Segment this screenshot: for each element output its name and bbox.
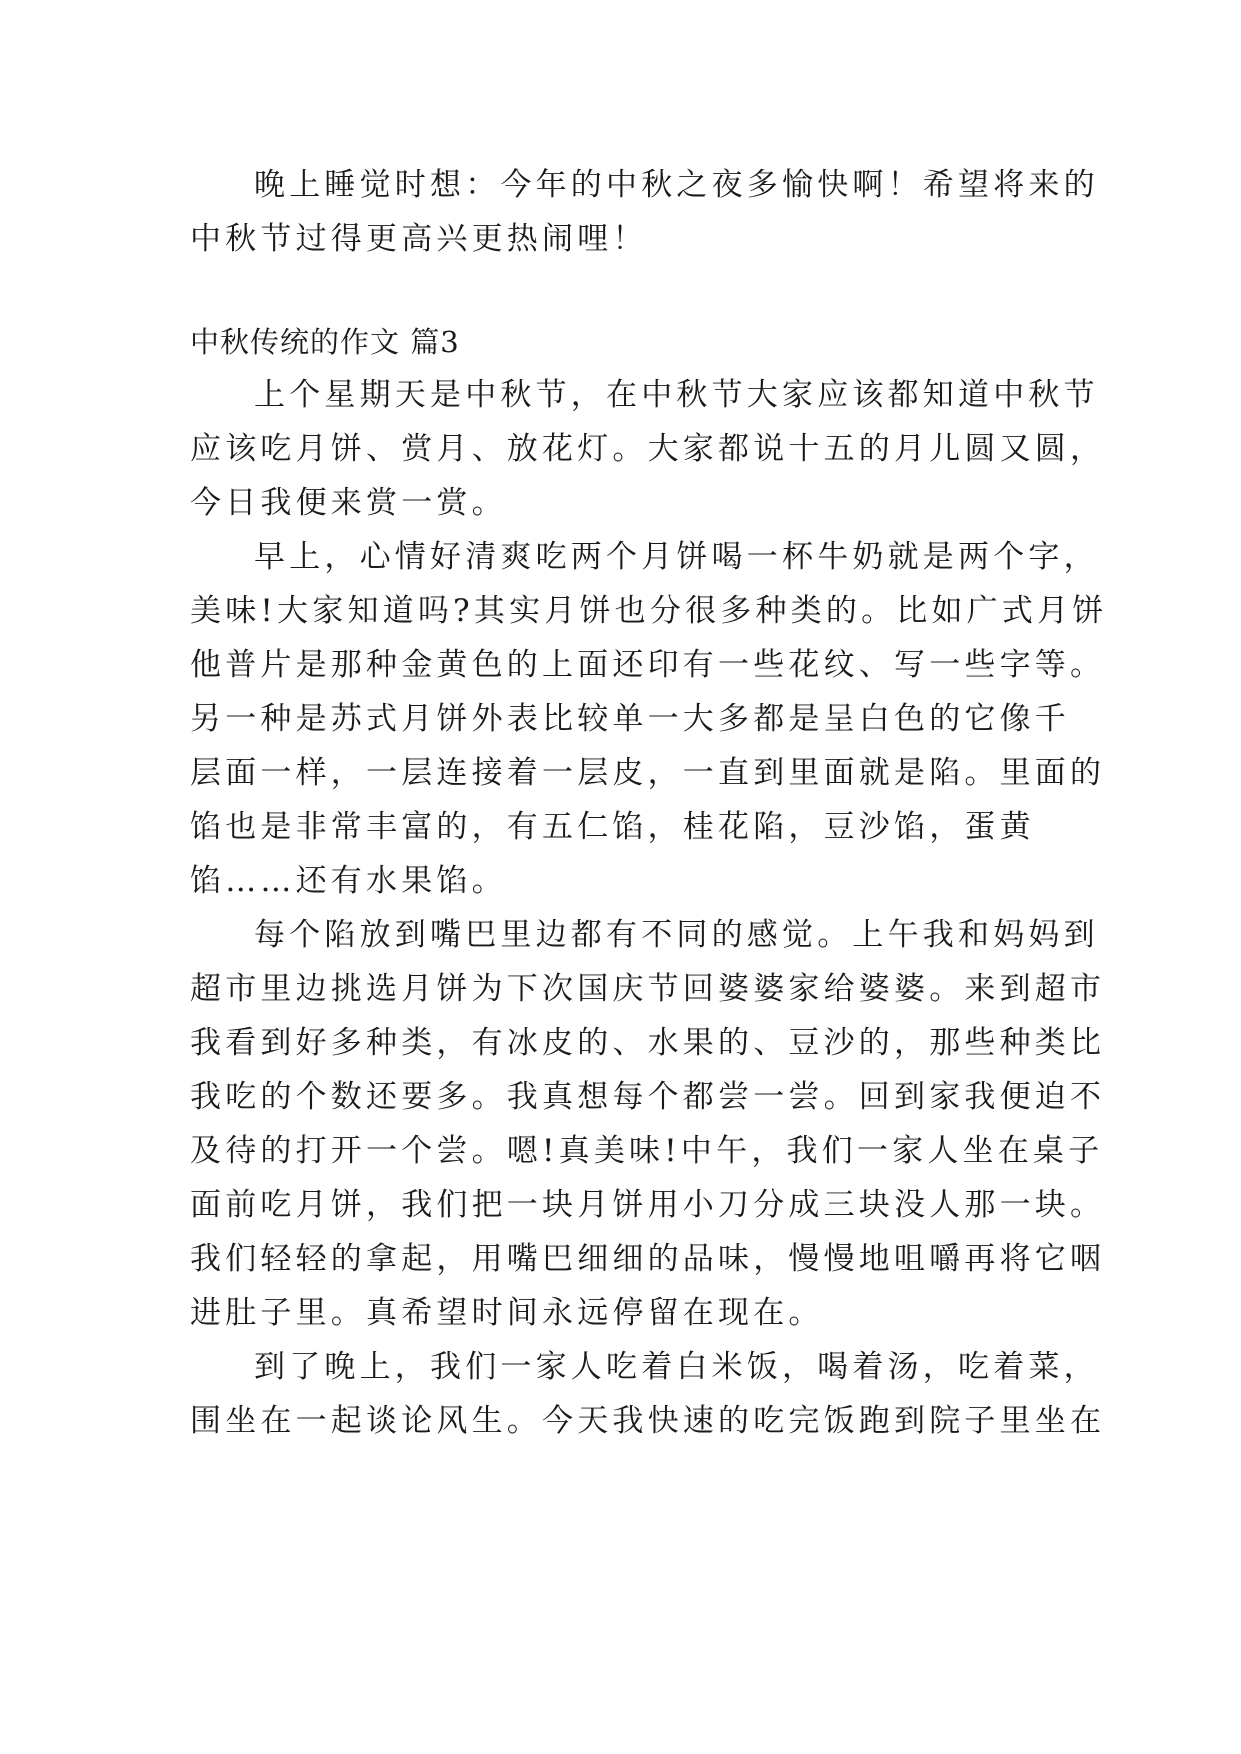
text-line: 晚上睡觉时想：今年的中秋之夜多愉快啊！希望将来的 [254, 167, 1099, 203]
text-line: 超市里边挑选月饼为下次国庆节回婆婆家给婆婆。来到超市 [190, 971, 1106, 1007]
section-title: 中秋传统的作文 篇3 [190, 325, 460, 359]
text-line: 另一种是苏式月饼外表比较单一大多都是呈白色的它像千 [190, 701, 1070, 737]
text-line: 应该吃月饼、赏月、放花灯。大家都说十五的月儿圆又圆， [190, 431, 1106, 467]
text-line: 层面一样，一层连接着一层皮，一直到里面就是陷。里面的 [190, 755, 1106, 791]
text-line: 中秋节过得更高兴更热闹哩！ [190, 221, 648, 257]
text-line: 美味!大家知道吗?其实月饼也分很多种类的。比如广式月饼 [190, 593, 1108, 629]
text-line: 我看到好多种类，有冰皮的、水果的、豆沙的，那些种类比 [190, 1025, 1106, 1061]
text-line: 进肚子里。真希望时间永远停留在现在。 [190, 1295, 824, 1331]
text-line: 每个陷放到嘴巴里边都有不同的感觉。上午我和妈妈到 [254, 917, 1099, 953]
text-line: 上个星期天是中秋节，在中秋节大家应该都知道中秋节 [254, 377, 1099, 413]
text-line: 围坐在一起谈论风生。今天我快速的吃完饭跑到院子里坐在 [190, 1403, 1106, 1439]
text-line: 面前吃月饼，我们把一块月饼用小刀分成三块没人那一块。 [190, 1187, 1106, 1223]
text-line: 他普片是那种金黄色的上面还印有一些花纹、写一些字等。 [190, 647, 1106, 683]
text-line: 馅……还有水果馅。 [190, 863, 507, 899]
text-line: 到了晚上，我们一家人吃着白米饭，喝着汤，吃着菜， [254, 1349, 1099, 1385]
text-line: 我们轻轻的拿起，用嘴巴细细的品味，慢慢地咀嚼再将它咽 [190, 1241, 1106, 1277]
text-line: 馅也是非常丰富的，有五仁馅，桂花陷，豆沙馅，蛋黄 [190, 809, 1035, 845]
text-line: 及待的打开一个尝。嗯!真美味!中午，我们一家人坐在桌子 [190, 1133, 1104, 1169]
text-line: 我吃的个数还要多。我真想每个都尝一尝。回到家我便迫不 [190, 1079, 1106, 1115]
text-line: 今日我便来赏一赏。 [190, 485, 507, 521]
text-line: 早上，心情好清爽吃两个月饼喝一杯牛奶就是两个字， [254, 539, 1099, 575]
